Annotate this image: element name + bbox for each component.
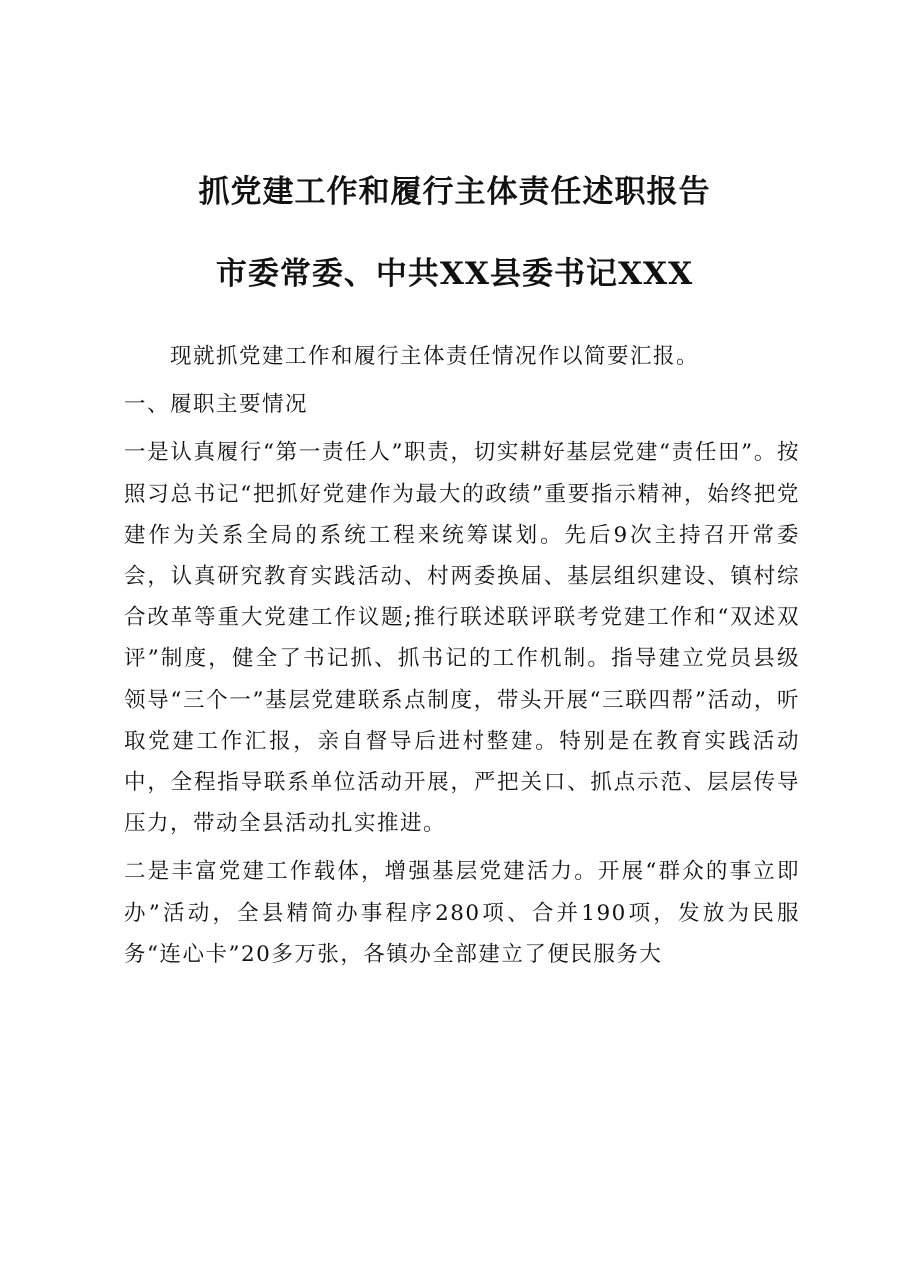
document-title: 抓党建工作和履行主体责任述职报告 [198, 174, 711, 210]
body-paragraph: 一是认真履行“第一责任人”职责，切实耕好基层党建“责任田”。按照习总书记“把抓好党建作为最大的政绩”重要指示精神，始终把党建作为关系全局的系统工程来统筹谋划。先后9次主持召开常委会，认真研究教育实践活动、村两委换届、基层组织建设、镇村综合改革等重大党建工作议题;推行联述联评联考党建工作和“双述双评”制度，健全了书记抓、抓书记的工作机制。指导建立党员县级领导“三个一”基层党建联系点制度，带头开展“三联四帮”活动，听取党建工作汇报，亲自督导后进村整建。特别是在教育实践活动中，全程指导联系单位活动开展，严把关口、抓点示范、层层传导压力，带动全县活动扎实推进。 [124, 440, 800, 837]
intro-paragraph: 现就抓党建工作和履行主体责任情况作以简要汇报。 [170, 344, 700, 369]
body-paragraph: 二是丰富党建工作载体，增强基层党建活力。开展“群众的事立即办”活动，全县精简办事程序280项、合并190项，发放为民服务“连心卡”20多万张，各镇办全部建立了便民服务大 [124, 859, 800, 967]
document-subtitle: 市委常委、中共XX县委书记XXX [215, 256, 694, 292]
document-body [124, 336, 800, 975]
section-heading: 一、履职主要情况 [124, 392, 309, 418]
